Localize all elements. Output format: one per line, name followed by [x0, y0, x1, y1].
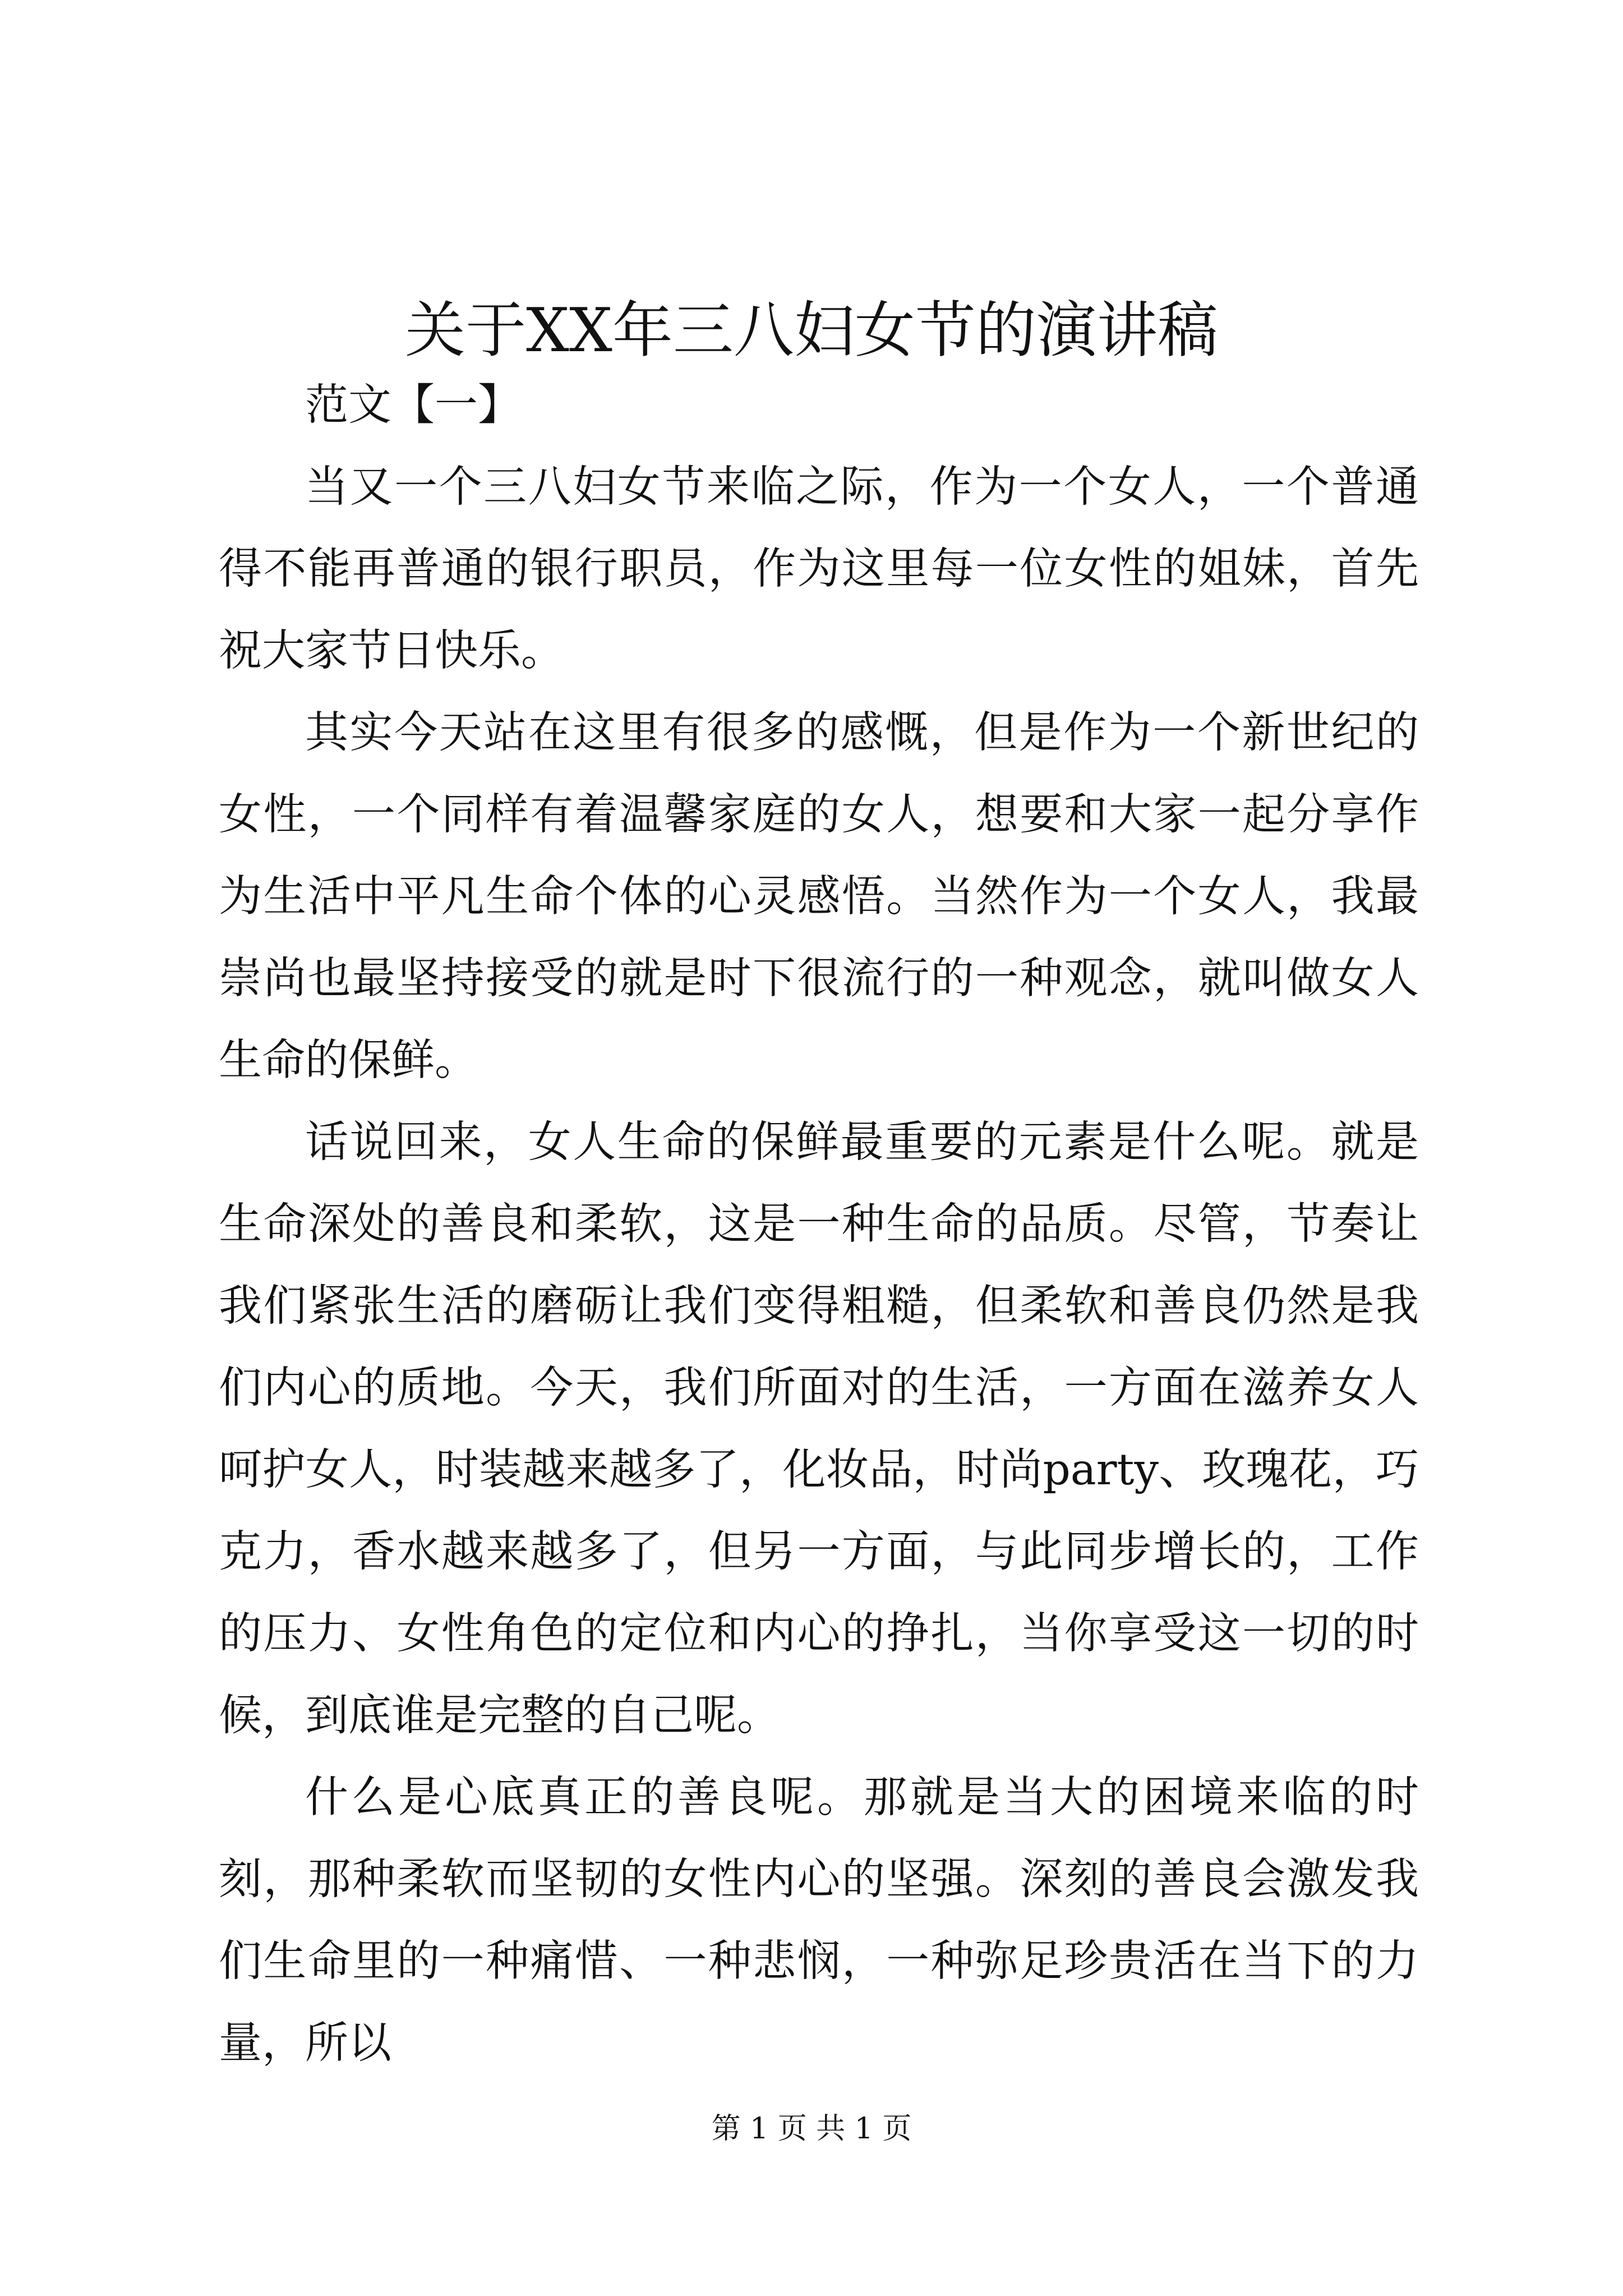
document-body — [219, 365, 1419, 2085]
page-footer: 第 1 页 共 1 页 — [711, 2112, 912, 2146]
paragraph-1: 当又一个三八妇女节来临之际，作为一个女人，一个普通得不能再普通的银行职员，作为这里每一位女性的姐妹，首先祝大家节日快乐。 — [219, 462, 1419, 676]
paragraph-2: 其实今天站在这里有很多的感慨，但是作为一个新世纪的女性，一个同样有着温馨家庭的女人，想要和大家一起分享作为生活中平凡生命个体的心灵感悟。当然作为一个女人，我最崇尚也最坚持接受的就是时下很流行的一种观念，就叫做女人生命的保鲜。 — [219, 708, 1419, 1085]
section-label: 范文【一】 — [305, 380, 521, 430]
document-title: 关于XX年三八妇女节的演讲稿 — [405, 296, 1218, 366]
paragraph-3: 话说回来，女人生命的保鲜最重要的元素是什么呢。就是生命深处的善良和柔软，这是一种生命的品质。尽管，节奏让我们紧张生活的磨砺让我们变得粗糙，但柔软和善良仍然是我们内心的质地。今天，我们所面对的生活，一方面在滋养女人呵护女人，时装越来越多了，化妆品，时尚party、玫瑰花，巧克力，香水越来越多了，但另一方面，与此同步增长的，工作的压力、女性角色的定位和内心的挣扎，当你享受这一切的时候，到底谁是完整的自己呢。 — [219, 1117, 1419, 1741]
paragraph-4: 什么是心底真正的善良呢。那就是当大的困境来临的时刻，那种柔软而坚韧的女性内心的坚强。深刻的善良会激发我们生命里的一种痛惜、一种悲悯，一种弥足珍贵活在当下的力量，所以 — [219, 1773, 1419, 2068]
